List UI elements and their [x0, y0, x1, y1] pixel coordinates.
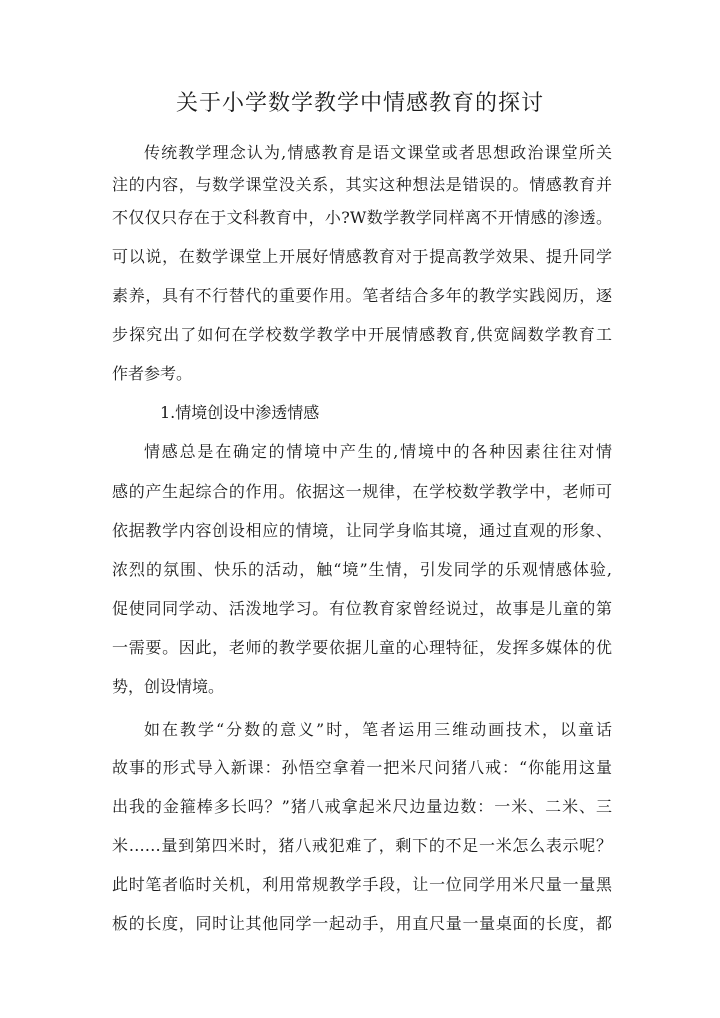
- paragraph-3-line: 故事的形式导入新课：孙悟空拿着一把米尺问猪八戒：“你能用这量: [112, 758, 612, 777]
- paragraph-3-line: 如在教学“分数的意义”时，笔者运用三维动画技术，以童话: [144, 720, 612, 739]
- paragraph-2-line: 势，创设情境。: [112, 677, 225, 696]
- paragraph-3-line: 米……量到第四米时，猪八戒犯难了，剩下的不足一米怎么表示呢？: [112, 836, 612, 855]
- paragraph-2-line: 感的产生起综合的作用。依据这一规律，在学校数学教学中，老师可: [112, 482, 612, 501]
- paragraph-2-line: 依据教学内容创设相应的情境，让同学身临其境，通过直观的形象、: [112, 521, 612, 540]
- paragraph-3-line: 板的长度，同时让其他同学一起动手，用直尺量一量桌面的长度，都: [112, 914, 612, 933]
- paragraph-1-line: 注的内容，与数学课堂没关系，其实这种想法是错误的。情感教育并: [112, 175, 612, 194]
- paragraph-1-line: 不仅仅只存在于文科教育中，小?W数学教学同样离不开情感的渗透。: [112, 208, 612, 227]
- paragraph-1-line: 步探究出了如何在学校数学教学中开展情感教育,供宽阔数学教育工: [112, 325, 612, 344]
- paragraph-1-line: 传统教学理念认为,情感教育是语文课堂或者思想政治课堂所关: [144, 143, 612, 162]
- paragraph-1-line: 作者参考。: [112, 364, 193, 383]
- section-heading: 1.情境创设中渗透情感: [160, 403, 320, 422]
- paragraph-2-line: 浓烈的氛围、快乐的活动，触“境”生情，引发同学的乐观情感体验,: [112, 560, 612, 579]
- document-title: 关于小学数学教学中情感教育的探讨: [175, 91, 544, 116]
- paragraph-1-line: 素养，具有不行替代的重要作用。笔者结合多年的教学实践阅历，逐: [112, 286, 612, 305]
- paragraph-1-line: 可以说，在数学课堂上开展好情感教育对于提高教学效果、提升同学: [112, 247, 612, 266]
- paragraph-2-line: 促使同同学动、活泼地学习。有位教育家曾经说过，故事是儿童的第: [112, 599, 612, 618]
- paragraph-3-line: 此时笔者临时关机，利用常规教学手段，让一位同学用米尺量一量黑: [112, 875, 612, 894]
- paragraph-2-line: 情感总是在确定的情境中产生的,情境中的各种因素往往对情: [144, 442, 612, 461]
- paragraph-3-line: 出我的金箍棒多长吗？”猪八戒拿起米尺边量边数：一米、二米、三: [112, 797, 612, 816]
- paragraph-2-line: 一需要。因此，老师的教学要依据儿童的心理特征，发挥多媒体的优: [112, 638, 612, 657]
